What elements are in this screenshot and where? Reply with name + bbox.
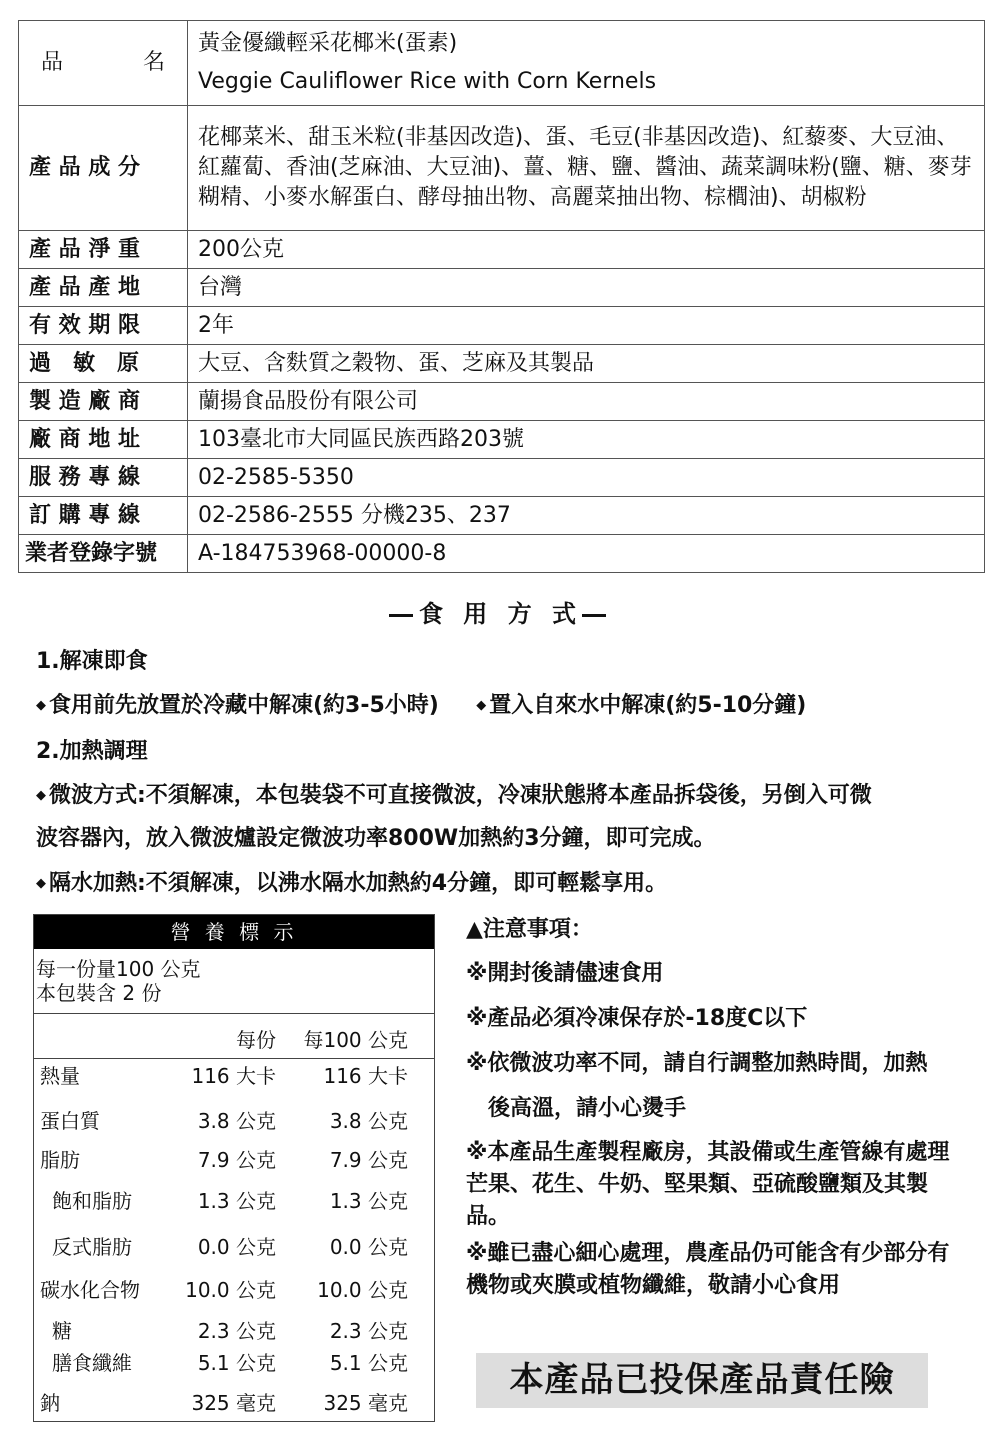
nutrient-per-serving: 3.8 公克 (197, 1109, 276, 1133)
value-origin: 台灣 (188, 269, 985, 307)
nutrient-per-serving: 2.3 公克 (197, 1319, 276, 1343)
row-registration (19, 535, 985, 573)
value-product-name (188, 21, 985, 106)
nutrition-title: 營 養 標 示 (34, 915, 434, 949)
value-manufacturer: 蘭揚食品股份有限公司 (188, 383, 985, 421)
value-net-weight: 200公克 (188, 231, 985, 269)
step2-microwave-text1: 微波方式:不須解凍，本包裝袋不可直接微波，冷凍狀態將本產品拆袋後，另倒入可微 (49, 783, 872, 808)
servings-per-pack: 本包裝含 2 份 (36, 981, 162, 1005)
nutrient-per-serving: 116 大卡 (191, 1064, 276, 1088)
nutrient-per-100g: 0.0 公克 (329, 1235, 408, 1259)
step2-steam-line (36, 866, 667, 897)
nutrient-name: 蛋白質 (40, 1109, 100, 1133)
note-1: ※開封後請儘速食用 (466, 961, 664, 986)
nutrient-name: 糖 (52, 1319, 72, 1343)
value-ingredients: 花椰菜米、甜玉米粒(非基因改造)、蛋、毛豆(非基因改造)、紅藜麥、大豆油、紅蘿蔔、香油(芝麻油、大豆油)、薑、糖、鹽、醬油、蔬菜調味粉(鹽、糖、麥芽糊精、小麥水解蛋白、酵母抽出物、高麗菜抽出物、棕櫚油)、胡椒粉 (188, 106, 985, 231)
nutrient-row-fat (34, 1144, 434, 1172)
nutrient-per-100g: 116 大卡 (323, 1064, 408, 1088)
step1-water: 置入自來水中解凍(約5-10分鐘) (489, 693, 807, 718)
step2-microwave-line2: 波容器內，放入微波爐設定微波功率800W加熱約3分鐘，即可完成。 (36, 826, 716, 851)
value-service-line: 02-2585-5350 (188, 459, 985, 497)
diamond-bullet-icon: ◆ (36, 698, 46, 713)
row-allergens (19, 345, 985, 383)
nutrient-per-serving: 325 毫克 (191, 1391, 276, 1415)
nutrient-per-serving: 7.9 公克 (197, 1148, 276, 1172)
value-shelf-life: 2年 (188, 307, 985, 345)
note-4: ※本產品生產製程廠房，其設備或生產管線有處理芒果、花生、牛奶、堅果類、亞硫酸鹽類及其製品。 (466, 1140, 950, 1229)
label-registration: 業者登錄字號 (19, 535, 188, 573)
step1-title: 1.解凍即食 (36, 649, 148, 674)
nutrient-name: 反式脂肪 (52, 1235, 132, 1259)
usage-title: ―食 用 方 式― (388, 600, 613, 628)
nutrient-per-100g: 5.1 公克 (329, 1351, 408, 1375)
insurance-banner: 本產品已投保產品責任險 (476, 1353, 928, 1408)
col-per-serving: 每份 (236, 1028, 276, 1052)
diamond-bullet-icon: ◆ (36, 788, 46, 803)
label-net-weight: 產 品 淨 重 (19, 231, 188, 269)
row-product-name (19, 21, 985, 106)
nutrient-per-100g: 2.3 公克 (329, 1319, 408, 1343)
nutrient-name: 膳食纖維 (52, 1351, 132, 1375)
row-net-weight (19, 231, 985, 269)
diamond-bullet-icon: ◆ (476, 698, 487, 713)
nutrient-per-serving: 0.0 公克 (197, 1235, 276, 1259)
nutrient-row-energy (34, 1060, 434, 1088)
nutrient-name: 熱量 (40, 1064, 80, 1088)
nutrient-per-100g: 325 毫克 (323, 1391, 408, 1415)
nutrient-per-serving: 5.1 公克 (197, 1351, 276, 1375)
nutrition-column-headers (34, 1014, 434, 1058)
nutrient-row-carbohydrate (34, 1274, 434, 1302)
row-shelf-life (19, 307, 985, 345)
nutrient-row-trans-fat (34, 1231, 434, 1259)
label-manufacturer: 製 造 廠 商 (19, 383, 188, 421)
note-3a: ※依微波功率不同，請自行調整加熱時間，加熱 (466, 1051, 928, 1076)
nutrient-per-100g: 10.0 公克 (317, 1278, 408, 1302)
serving-size: 每一份量100 公克 (36, 957, 201, 981)
label-origin: 產 品 產 地 (19, 269, 188, 307)
step1-methods (36, 688, 806, 719)
nutrient-row-fiber (34, 1347, 434, 1375)
note-5: ※雖已盡心細心處理，農產品仍可能含有少部分有機物或夾膜或植物纖維，敬請小心食用 (466, 1241, 950, 1298)
label-shelf-life: 有 效 期 限 (19, 307, 188, 345)
nutrient-per-100g: 7.9 公克 (329, 1148, 408, 1172)
nutrient-per-serving: 1.3 公克 (197, 1189, 276, 1213)
nutrient-name: 鈉 (40, 1391, 60, 1415)
nutrient-name: 碳水化合物 (40, 1278, 140, 1302)
row-service-line (19, 459, 985, 497)
nutrient-row-sugar (34, 1315, 434, 1343)
nutrient-name: 脂肪 (40, 1148, 80, 1172)
note-3b: 後高溫，請小心燙手 (488, 1096, 687, 1121)
nutrition-divider (34, 1058, 434, 1059)
row-address (19, 421, 985, 459)
col-per-100g: 每100 公克 (303, 1028, 408, 1052)
row-ingredients (19, 106, 985, 231)
label-product-name-a: 品 (41, 50, 64, 75)
product-info-table (18, 20, 985, 573)
value-order-line: 02-2586-2555 分機235、237 (188, 497, 985, 535)
step2-steam-text: 隔水加熱:不須解凍，以沸水隔水加熱約4分鐘，即可輕鬆享用。 (49, 871, 668, 896)
row-manufacturer (19, 383, 985, 421)
nutrient-per-serving: 10.0 公克 (185, 1278, 276, 1302)
note-2: ※產品必須冷凍保存於-18度C以下 (466, 1006, 808, 1031)
label-product-name-b: 名 (142, 50, 165, 75)
label-service-line: 服 務 專 線 (19, 459, 188, 497)
step2-title: 2.加熱調理 (36, 739, 148, 764)
label-allergens: 過 敏 原 (19, 345, 188, 383)
product-name-zh: 黃金優纖輕采花椰米(蛋素) (198, 31, 458, 56)
step1-fridge: 食用前先放置於冷藏中解凍(約3-5小時) (49, 693, 439, 718)
label-ingredients: 產 品 成 分 (19, 106, 188, 231)
nutrient-row-protein (34, 1105, 434, 1133)
label-product-name (19, 21, 188, 106)
value-registration: A-184753968-00000-8 (188, 535, 985, 573)
nutrient-row-saturated-fat (34, 1185, 434, 1213)
nutrient-row-sodium (34, 1387, 434, 1415)
nutrition-serving (34, 949, 434, 1013)
label-address: 廠 商 地 址 (19, 421, 188, 459)
nutrient-per-100g: 1.3 公克 (329, 1189, 408, 1213)
label-order-line: 訂 購 專 線 (19, 497, 188, 535)
product-name-en: Veggie Cauliflower Rice with Corn Kernels (198, 69, 657, 94)
row-origin (19, 269, 985, 307)
step2-microwave-line1 (36, 778, 872, 809)
diamond-bullet-icon: ◆ (36, 876, 46, 891)
value-allergens: 大豆、含麩質之穀物、蛋、芝麻及其製品 (188, 345, 985, 383)
notes-heading: ▲注意事項： (466, 917, 593, 942)
nutrient-name: 飽和脂肪 (52, 1189, 132, 1213)
nutrition-facts (33, 914, 435, 1422)
nutrient-per-100g: 3.8 公克 (329, 1109, 408, 1133)
value-address: 103臺北市大同區民族西路203號 (188, 421, 985, 459)
row-order-line (19, 497, 985, 535)
